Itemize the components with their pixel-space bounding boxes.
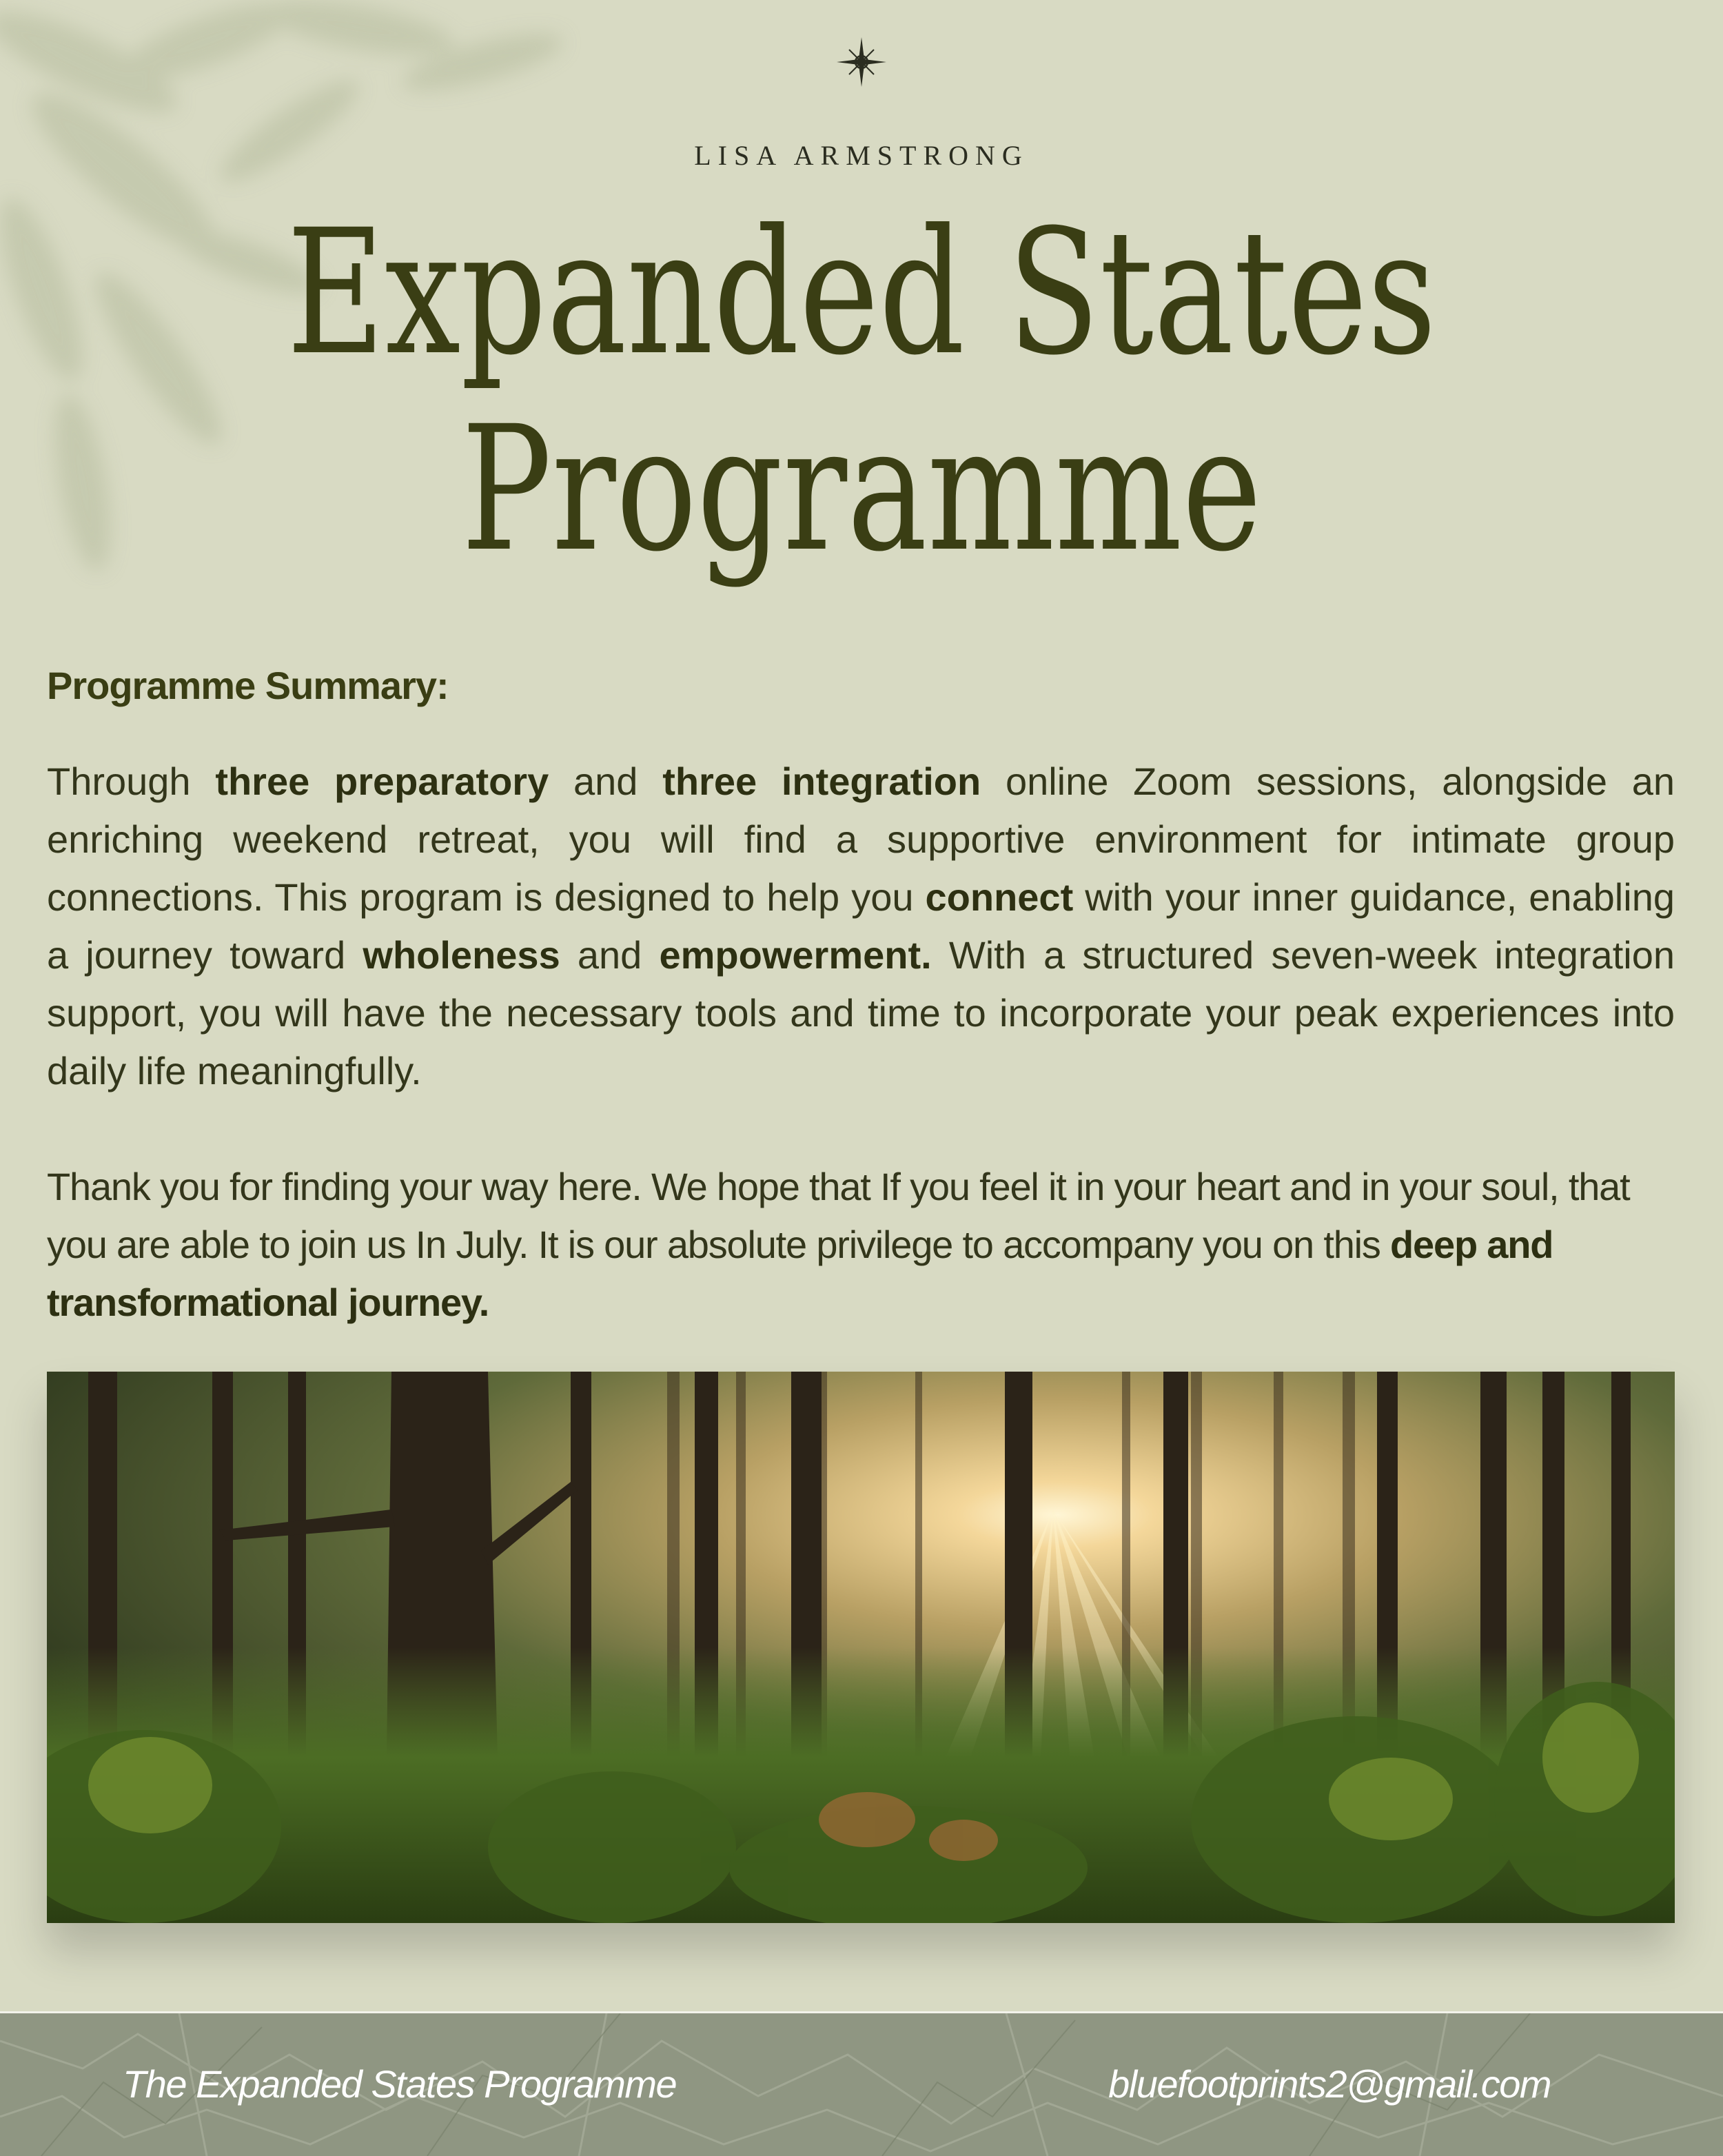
- bold-run: three preparatory: [215, 760, 549, 803]
- bold-run: connect: [925, 875, 1074, 919]
- forest-sunlight-photo: [47, 1372, 1675, 1923]
- bold-run: deep and transformational journey.: [47, 1223, 1553, 1324]
- page-title-line-1: Expanded States: [286, 192, 1437, 393]
- compass-star-icon: [834, 34, 889, 90]
- footer-bar: [0, 2011, 1723, 2156]
- text-run: with your inner guidance, enabling a journey toward: [47, 875, 1675, 977]
- text-run: and: [560, 933, 660, 977]
- text-run: Thank you for finding your way here. We hope that If you feel it in your heart and in your soul, that you are able to join us In July. It is our absolute privilege to accompany you on this: [47, 1165, 1630, 1266]
- page-title-line-2: Programme: [461, 389, 1262, 589]
- text-run: With a structured seven-week integration support, you will have the necessary tools and time to incorporate your peak experiences into daily life meaningfully.: [47, 933, 1675, 1092]
- footer-programme-name: The Expanded States Programme: [123, 2062, 677, 2106]
- bold-run: wholeness: [363, 933, 560, 977]
- brand-header: [0, 34, 1723, 172]
- bold-run: empowerment.: [659, 933, 932, 977]
- text-run: Through: [47, 760, 216, 803]
- footer-email-link[interactable]: bluefootprints2@gmail.com: [1108, 2062, 1551, 2106]
- summary-heading: Programme Summary:: [47, 664, 449, 707]
- bold-run: three integration: [662, 760, 981, 803]
- text-run: and: [549, 760, 663, 803]
- brand-name: LISA ARMSTRONG: [694, 140, 1029, 171]
- forest-photo: [47, 1372, 1675, 1923]
- summary-paragraph-1: [47, 753, 1675, 1100]
- text-run: online Zoom sessions, alongside an enriching weekend retreat, you will find a supportive environment for intimate group connections. This program is designed to help you: [47, 760, 1675, 919]
- summary-paragraph-2: [47, 1158, 1675, 1332]
